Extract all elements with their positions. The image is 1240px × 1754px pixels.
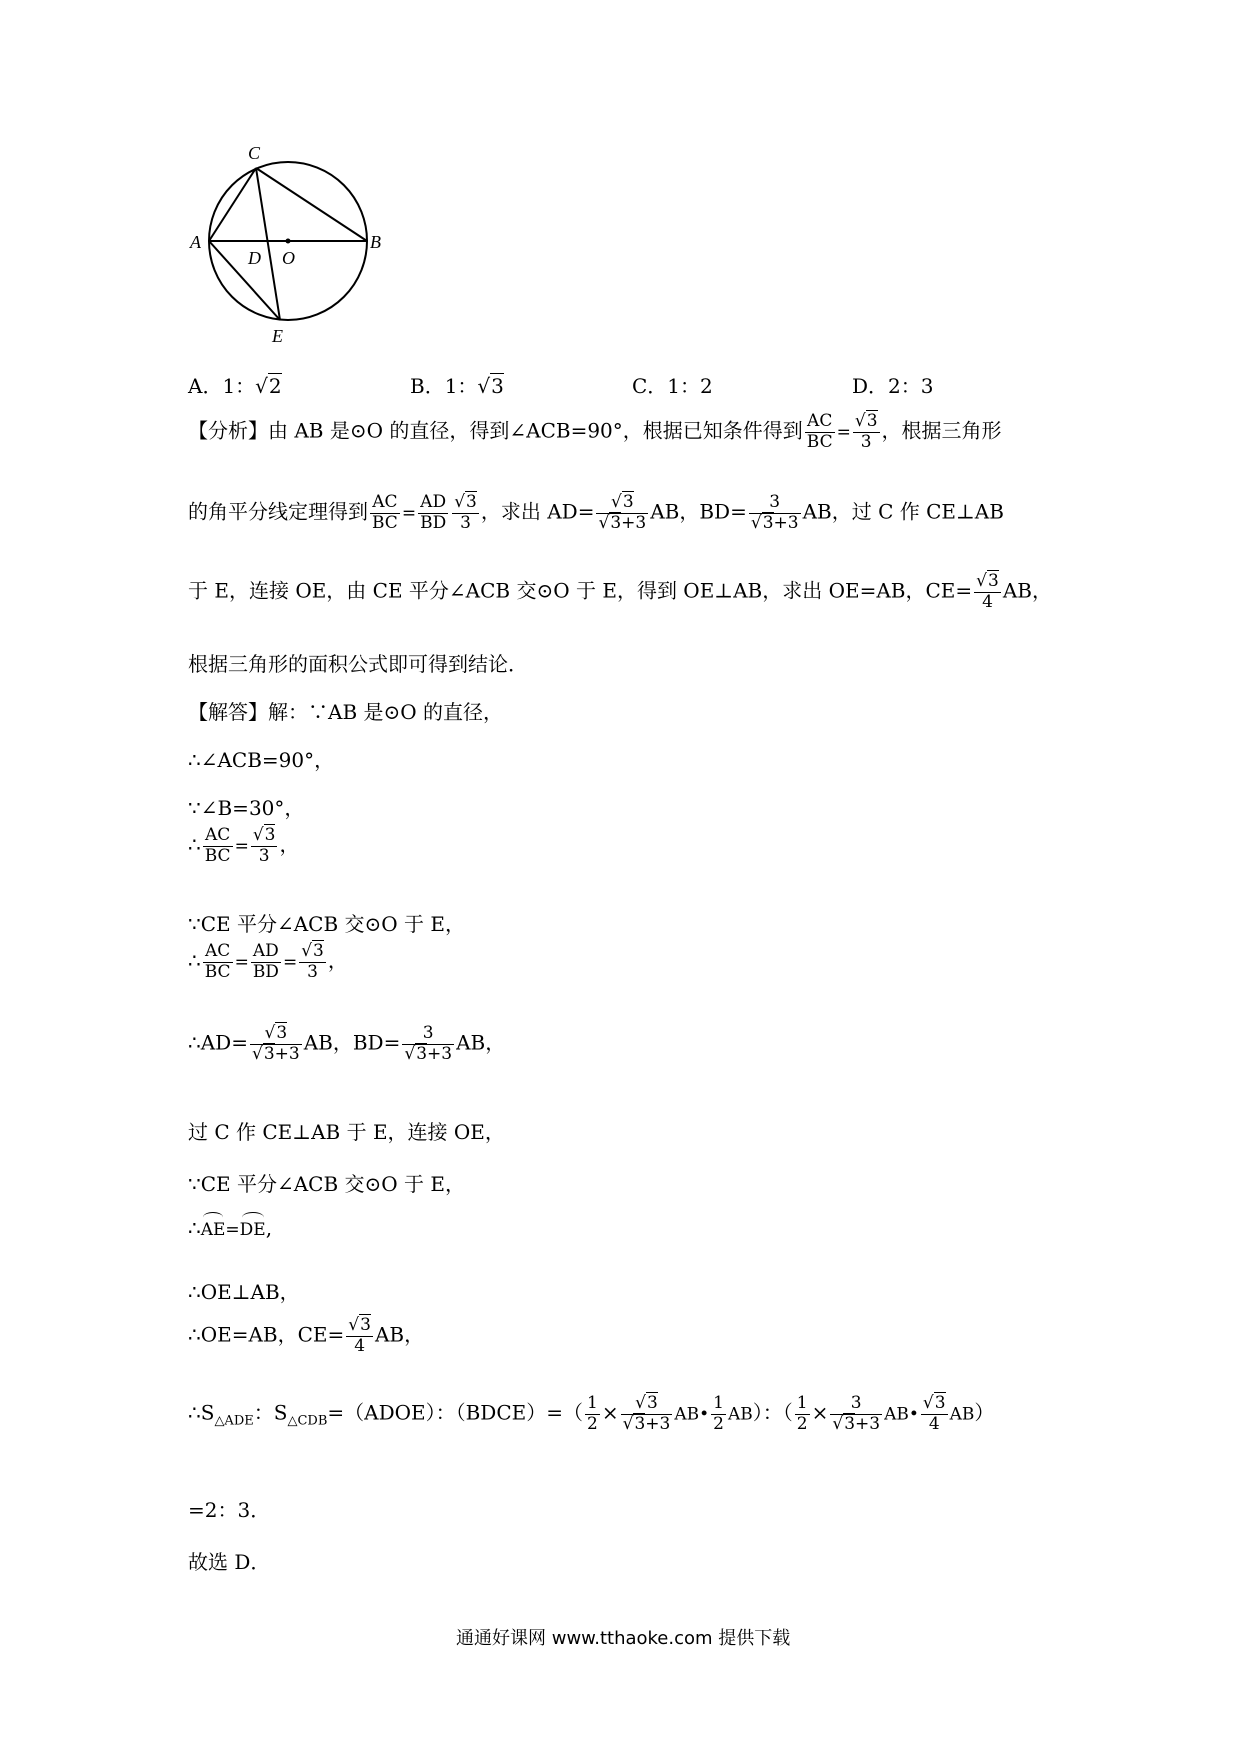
fraction: $\frac{AC}{BC}$ — [372, 492, 398, 533]
sqrt-expr: √3 — [477, 374, 504, 398]
solution-line-8: 过 C 作 CE⊥AB 于 E，连接 OE， — [188, 1120, 505, 1144]
center-point-o — [286, 239, 291, 244]
solution-line-14: =2：3． — [188, 1498, 271, 1522]
fraction: $\frac{√3}{3}$ — [252, 825, 276, 866]
solution-line-12: ∴OE=AB，CE= $\frac{√3}{4}$ AB， — [188, 1315, 425, 1356]
arc-de: DE — [240, 1212, 266, 1240]
fraction: $\frac{1}{2}$ — [796, 1393, 808, 1434]
fraction: $\frac{AC}{BC}$ — [806, 411, 833, 452]
solution-line-13: $\therefore S_{\triangle ADE}$：$S_{\triangle CDB}=(ADOE)$：（BDCE）=（ $\frac{1}{2}$ × $\frac{√3}{√3+3}$ AB• $\frac{1}{2}$ AB）：（ $\frac{1}{2}$ × $\frac{3}{√3+3}$ AB• $\frac{√3}{4}$ AB） — [188, 1393, 995, 1434]
arc-ae: AE — [201, 1212, 226, 1240]
segment-cb — [256, 168, 367, 241]
circle-figure — [180, 140, 400, 350]
fraction: $\frac{√3}{3}$ — [301, 941, 324, 982]
solution-line-3: ∵∠B=30°， — [188, 796, 305, 820]
label-c: C — [248, 143, 261, 163]
option-b: B．1：√3 — [410, 374, 504, 398]
fraction: $\frac{√3}{4}$ — [348, 1315, 371, 1356]
fraction: $\frac{AD}{BD}$ — [252, 941, 279, 982]
solution-line-10: ∴AE=DE, — [188, 1212, 272, 1240]
label-a: A — [190, 232, 201, 252]
fraction: $\frac{AC}{BC}$ — [204, 941, 231, 982]
analysis-line-2: 的角平分线定理得到 $\frac{AC}{BC}$ = $\frac{AD}{BD}$ $\frac{√3}{3}$ ，求出 AD= $\frac{√3}{√3+3}$ AB，BD= $\frac{3}{√3+3}$ AB，过 C 作 CE⊥AB — [188, 492, 1004, 533]
solution-line-9: ∵CE 平分∠ACB 交⊙O 于 E， — [188, 1172, 466, 1196]
solution-line-4: ∴ $\frac{AC}{BC}$ = $\frac{√3}{3}$ ， — [188, 825, 300, 866]
sqrt-expr: √2 — [255, 374, 282, 398]
fraction: $\frac{√3}{√3+3}$ — [622, 1393, 671, 1434]
page-footer: 通通好课网 www.tthaoke.com 提供下载 — [456, 1628, 791, 1649]
analysis-line-1: 【分析】由 AB 是⊙O 的直径，得到∠ACB=90°，根据已知条件得到 $\frac{AC}{BC}$ = $\frac{√3}{3}$ ，根据三角形 — [188, 411, 1002, 452]
solution-line-15: 故选 D． — [188, 1550, 271, 1574]
label-e: E — [272, 326, 283, 346]
fraction: $\frac{√3}{√3+3}$ — [251, 1023, 300, 1064]
label-o: O — [282, 248, 295, 268]
fraction: $\frac{AC}{BC}$ — [204, 825, 231, 866]
solution-line-2: ∴∠ACB=90°， — [188, 748, 335, 772]
fraction: $\frac{AD}{BD}$ — [420, 492, 447, 533]
fraction: $\frac{1}{2}$ — [587, 1393, 598, 1434]
fraction: $\frac{√3}{3}$ — [454, 492, 477, 533]
fraction: $\frac{3}{√3+3}$ — [404, 1023, 453, 1064]
label-d: D — [248, 248, 261, 268]
analysis-line-4: 根据三角形的面积公式即可得到结论． — [188, 652, 528, 676]
solution-line-7: ∴AD= $\frac{√3}{√3+3}$ AB，BD= $\frac{3}{√3+3}$ AB， — [188, 1023, 506, 1064]
solution-line-11: ∴OE⊥AB， — [188, 1280, 300, 1304]
option-c: C．1：2 — [632, 374, 713, 398]
fraction: $\frac{√3}{3}$ — [854, 411, 878, 452]
fraction: $\frac{√3}{√3+3}$ — [598, 492, 647, 533]
fraction: $\frac{1}{2}$ — [713, 1393, 724, 1434]
label-b: B — [370, 232, 381, 252]
segment-ac — [209, 168, 256, 241]
analysis-line-3: 于 E，连接 OE，由 CE 平分∠ACB 交⊙O 于 E，得到 OE⊥AB，求出 OE=AB，CE= $\frac{√3}{4}$ AB， — [188, 571, 1052, 612]
solution-line-1: 【解答】解：∵AB 是⊙O 的直径， — [188, 700, 504, 724]
fraction: $\frac{√3}{4}$ — [976, 571, 999, 612]
fraction: $\frac{3}{√3+3}$ — [750, 492, 799, 533]
solution-line-6: ∴ $\frac{AC}{BC}$ = $\frac{AD}{BD}$ = $\frac{√3}{3}$ ， — [188, 941, 348, 982]
option-d: D．2：3 — [852, 374, 934, 398]
solution-line-5: ∵CE 平分∠ACB 交⊙O 于 E， — [188, 912, 466, 936]
fraction: $\frac{√3}{4}$ — [922, 1393, 946, 1434]
option-a: A．1：√2 — [188, 374, 282, 398]
fraction: $\frac{3}{√3+3}$ — [832, 1393, 881, 1434]
